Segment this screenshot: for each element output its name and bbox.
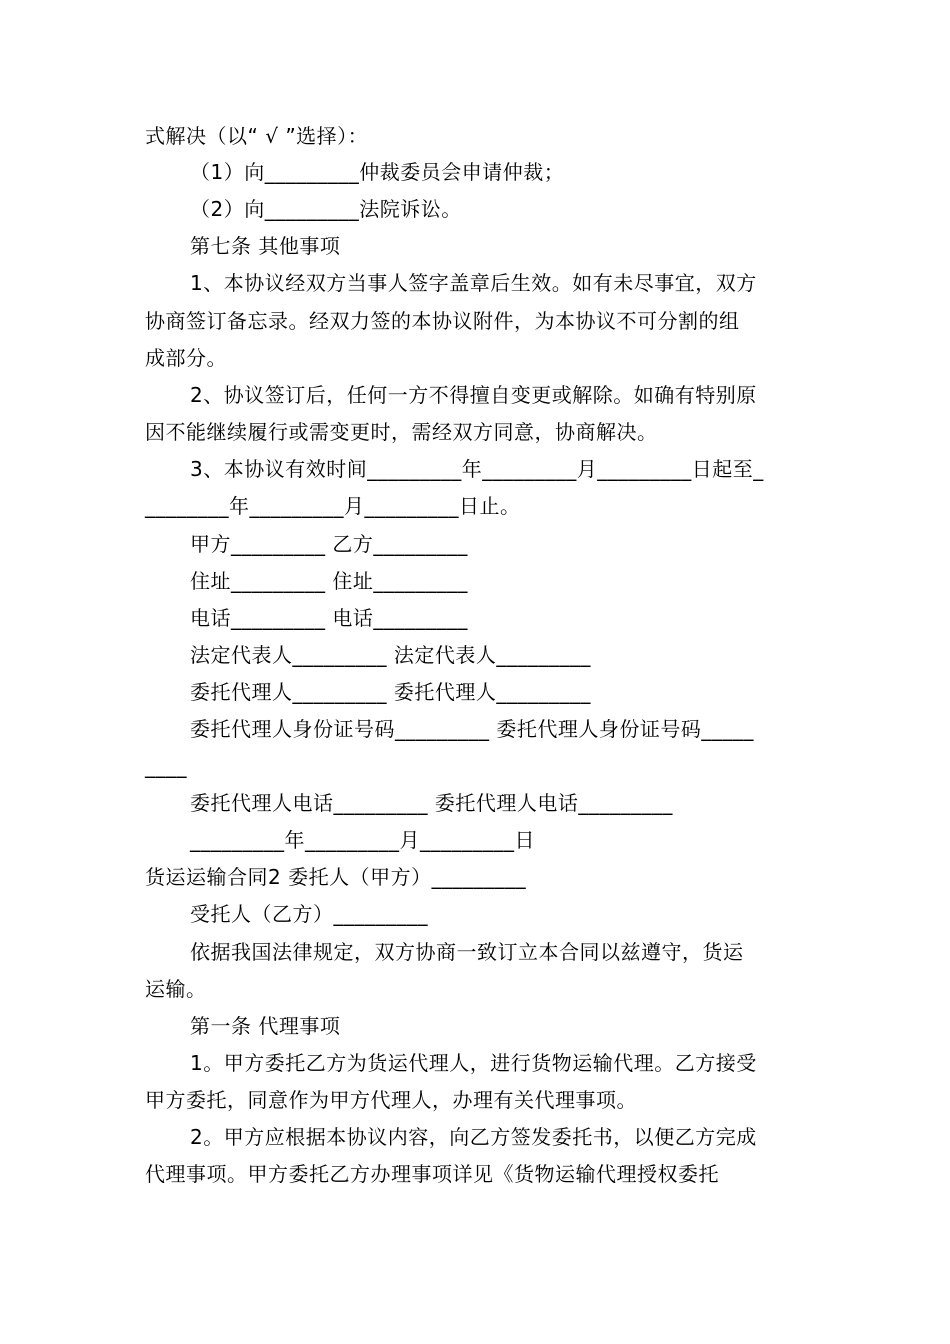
section-heading: 第一条 代理事项: [190, 1014, 341, 1038]
text-line: 成部分。: [145, 346, 227, 370]
text-line: 式解决（以“ √ ”选择）：: [145, 124, 369, 148]
signature-line: 法定代表人_________ 法定代表人_________: [190, 643, 591, 667]
signature-line: 甲方_________ 乙方_________: [190, 532, 468, 556]
text-line: 受托人（乙方）_________: [190, 902, 428, 926]
text-line: 甲方委托，同意作为甲方代理人，办理有关代理事项。: [145, 1088, 637, 1112]
text-line: 运输。: [145, 977, 207, 1001]
signature-line: ____: [145, 754, 187, 778]
text-line: ________年_________月_________日止。: [145, 494, 521, 518]
signature-line: 电话_________ 电话_________: [190, 606, 468, 630]
text-line: 因不能继续履行或需变更时，需经双方同意，协商解决。: [145, 420, 658, 444]
section-heading: 第七条 其他事项: [190, 234, 341, 258]
text-line: （1）向_________仲裁委员会申请仲裁；: [190, 160, 565, 184]
text-line: 3、本协议有效时间_________年_________月_________日起至_: [190, 457, 764, 481]
text-line: 2、协议签订后，任何一方不得擅自变更或解除。如确有特别原: [190, 383, 757, 407]
text-line: 1、本协议经双方当事人签字盖章后生效。如有未尽事宜，双方: [190, 271, 757, 295]
signature-line: 委托代理人_________ 委托代理人_________: [190, 680, 591, 704]
text-line: 1。甲方委托乙方为货运代理人，进行货物运输代理。乙方接受: [190, 1051, 757, 1075]
text-line: （2）向_________法院诉讼。: [190, 197, 462, 221]
text-line: 代理事项。甲方委托乙方办理事项详见《货物运输代理授权委托: [145, 1162, 719, 1186]
signature-line: 住址_________ 住址_________: [190, 569, 468, 593]
text-line: 2。甲方应根据本协议内容，向乙方签发委托书，以便乙方完成: [190, 1125, 757, 1149]
signature-line: 委托代理人电话_________ 委托代理人电话_________: [190, 791, 673, 815]
contract-title-line: 货运运输合同2 委托人（甲方）_________: [145, 865, 527, 889]
signature-line: 委托代理人身份证号码_________ 委托代理人身份证号码_____: [190, 717, 754, 741]
text-line: 依据我国法律规定，双方协商一致订立本合同以兹遵守，货运: [190, 940, 744, 964]
text-line: 协商签订备忘录。经双力签的本协议附件，为本协议不可分割的组: [145, 309, 740, 333]
date-line: _________年_________月_________日: [190, 828, 535, 852]
